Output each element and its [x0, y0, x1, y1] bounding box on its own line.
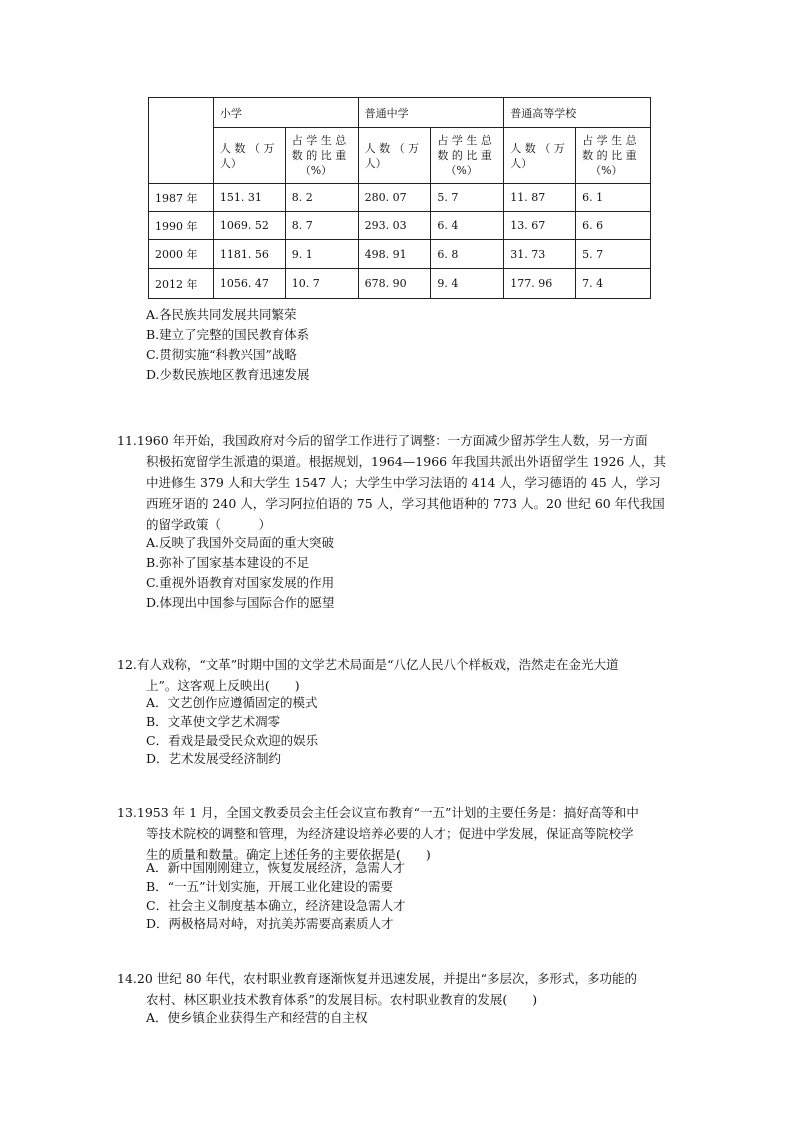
- table-cell: 9. 1: [285, 240, 358, 269]
- table-corner-cell: [149, 98, 214, 184]
- q12-option-d: D．艺术发展受经济制约: [146, 751, 282, 766]
- stem-line: 西班牙语的 240 人，学习阿拉伯语的 75 人，学习其他语种的 773 人。20 世纪 60 年代我国: [146, 496, 665, 511]
- table-cell: 151. 31: [213, 184, 285, 212]
- question-13-stem: [117, 802, 703, 865]
- q12-option-b: B．文革使文学艺术凋零: [146, 714, 281, 729]
- row-year: 2000 年: [149, 240, 214, 269]
- table-row: [149, 269, 651, 299]
- table-cell: 6. 6: [576, 212, 651, 240]
- table-cell: 1056. 47: [213, 269, 285, 299]
- table-cell: 5. 7: [576, 240, 651, 269]
- group-header-higher: 普通高等学校: [504, 98, 651, 128]
- stem-line: 积极拓宽留学生派遣的渠道。根据规划，1964—1966 年我国共派出外语留学生 1926 人，其: [146, 454, 666, 469]
- stem-line: 上”。这客观上反映出( ): [146, 678, 300, 693]
- table-cell: 6. 4: [431, 212, 504, 240]
- table-cell: 10. 7: [285, 269, 358, 299]
- q13-option-a: A．新中国刚刚建立，恢复发展经济，急需人才: [146, 860, 406, 875]
- table-group-header-row: [149, 98, 651, 128]
- table-cell: 5. 7: [431, 184, 504, 212]
- table-cell: 6. 1: [576, 184, 651, 212]
- table-row: [149, 184, 651, 212]
- table-sub-header-row: [149, 128, 651, 184]
- group-header-middle: 普通中学: [358, 98, 504, 128]
- table-cell: 293. 03: [358, 212, 431, 240]
- q11-option-c: C.重视外语教育对国家发展的作用: [146, 575, 335, 590]
- stem-line: 14.20 世纪 80 年代，农村职业教育逐渐恢复并迅速发展，并提出“多层次，多形式，多功能的: [117, 971, 638, 986]
- table-cell: 11. 87: [504, 184, 576, 212]
- q12-option-a: A．文艺创作应遵循固定的模式: [146, 695, 318, 710]
- q10-option-c: C.贯彻实施“科教兴国”战略: [146, 347, 297, 362]
- q10-option-b: B.建立了完整的国民教育体系: [146, 327, 310, 342]
- table-cell: 13. 67: [504, 212, 576, 240]
- table-cell: 1069. 52: [213, 212, 285, 240]
- table-cell: 7. 4: [576, 269, 651, 299]
- table-cell: 31. 73: [504, 240, 576, 269]
- table-cell: 498. 91: [358, 240, 431, 269]
- q13-option-b: B．“一五”计划实施，开展工业化建设的需要: [146, 879, 393, 894]
- stem-line: 11.1960 年开始，我国政府对今后的留学工作进行了调整：一方面减少留苏学生人数，另一方面: [117, 433, 648, 448]
- stem-line: 的留学政策（ ）: [146, 517, 272, 532]
- q11-option-a: A.反映了我国外交局面的重大突破: [146, 535, 335, 550]
- table-cell: 177. 96: [504, 269, 576, 299]
- stem-line: 等技术院校的调整和管理，为经济建设培养必要的人才；促进中学发展，保证高等院校学: [146, 826, 634, 841]
- question-11-stem: [117, 430, 703, 535]
- table-cell: 678. 90: [358, 269, 431, 299]
- row-year: 1990 年: [149, 212, 214, 240]
- stem-line: 12.有人戏称，“文革”时期中国的文学艺术局面是“八亿人民八个样板戏，浩然走在金光大道: [117, 657, 619, 672]
- row-year: 1987 年: [149, 184, 214, 212]
- table-row: [149, 212, 651, 240]
- q11-option-d: D.体现出中国参与国际合作的愿望: [146, 595, 335, 610]
- q13-option-d: D．两极格局对峙，对抗美苏需要高素质人才: [146, 916, 394, 931]
- q13-option-c: C．社会主义制度基本确立，经济建设急需人才: [146, 898, 406, 913]
- stem-line: 农村、林区职业技术教育体系”的发展目标。农村职业教育的发展( ): [146, 992, 538, 1007]
- sub-header-share: 占 学 生 总 数 的 比 重 （%）: [431, 128, 504, 184]
- table-cell: 280. 07: [358, 184, 431, 212]
- question-12-stem: [117, 654, 703, 696]
- row-year: 2012 年: [149, 269, 214, 299]
- q10-option-a: A.各民族共同发展共同繁荣: [146, 307, 297, 322]
- stem-line: 中进修生 379 人和大学生 1547 人；大学生中学习法语的 414 人，学习德语的 45 人，学习: [146, 475, 661, 490]
- sub-header-count: 人 数 （ 万 人）: [213, 128, 285, 184]
- table-cell: 8. 2: [285, 184, 358, 212]
- sub-header-count: 人 数 （ 万 人）: [358, 128, 431, 184]
- q11-option-b: B.弥补了国家基本建设的不足: [146, 555, 310, 570]
- education-statistics-table: [148, 97, 651, 299]
- table-cell: 6. 8: [431, 240, 504, 269]
- sub-header-count: 人 数 （ 万 人）: [504, 128, 576, 184]
- q12-option-c: C．看戏是最受民众欢迎的娱乐: [146, 733, 319, 748]
- sub-header-share: 占 学 生 总 数 的 比 重 （%）: [576, 128, 651, 184]
- table-cell: 1181. 56: [213, 240, 285, 269]
- stem-line: 13.1953 年 1 月，全国文教委员会主任会议宣布教育“一五”计划的主要任务是：搞好高等和中: [117, 805, 639, 820]
- stem-line: 生的质量和数量。确定上述任务的主要依据是( ): [146, 847, 431, 862]
- sub-header-share: 占 学 生 总 数 的 比 重 （%）: [285, 128, 358, 184]
- table-cell: 9. 4: [431, 269, 504, 299]
- question-14-stem: [117, 968, 703, 1010]
- q10-option-d: D.少数民族地区教育迅速发展: [146, 367, 310, 382]
- table-cell: 8. 7: [285, 212, 358, 240]
- group-header-primary: 小学: [213, 98, 358, 128]
- table-row: [149, 240, 651, 269]
- q14-option-a: A．使乡镇企业获得生产和经营的自主权: [146, 1010, 368, 1025]
